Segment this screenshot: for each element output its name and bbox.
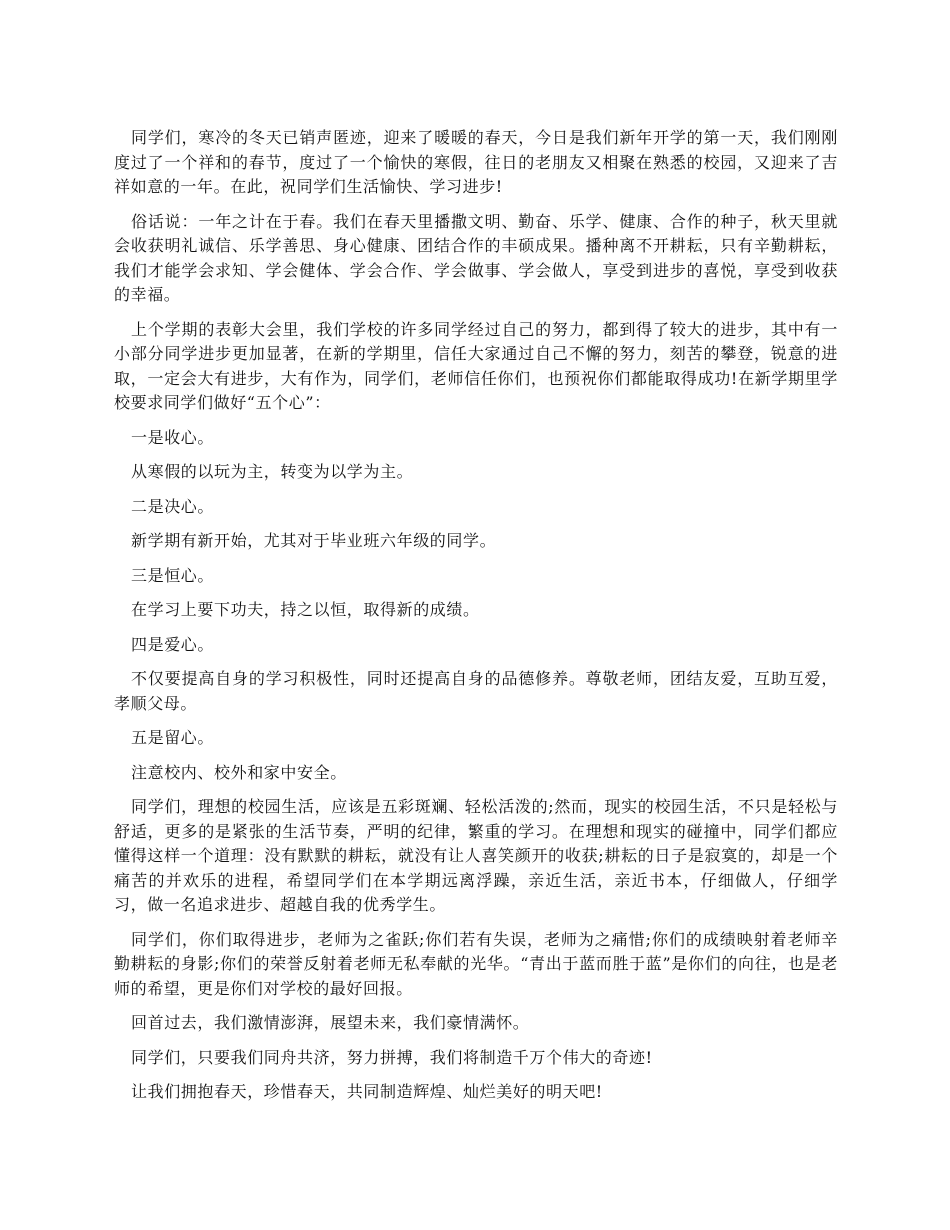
paragraph-greeting: 同学们，寒冷的冬天已销声匿迹，迎来了暖暖的春天，今日是我们新年开学的第一天，我们刚刚度过了一个祥和的春节，度过了一个愉快的寒假，往日的老朋友又相聚在熟悉的校园，又迎来了吉祥如意的一年。在此，祝同学们生活愉快、学习进步! (114, 128, 838, 196)
paragraph-closing: 让我们拥抱春天，珍惜春天，共同制造辉煌、灿烂美好的明天吧! (131, 1082, 603, 1101)
paragraph-teachers: 同学们，你们取得进步，老师为之雀跃;你们若有失误，老师为之痛惜;你们的成绩映射着老师辛勤耕耘的身影;你们的荣誉反射着老师无私奉献的光华。“青出于蓝而胜于蓝”是你们的向往，也是老师的希望，更是你们对学校的最好回报。 (114, 929, 838, 998)
document-body (114, 126, 838, 1115)
paragraph-campus-life: 同学们，理想的校园生活，应该是五彩斑斓、轻松活泼的;然而，现实的校园生活，不只是轻松与舒适，更多的是紧张的生活节奏，严明的纪律，繁重的学习。在理想和现实的碰撞中，同学们都应懂得这样一个道理：没有默默的耕耘，就没有让人喜笑颜开的收获;耕耘的日子是寂寞的，却是一个痛苦的并欢乐的进程，希望同学们在本学期远离浮躁，亲近生活，亲近书本，仔细做人，仔细学习，做一名追求进步、超越自我的优秀学生。 (114, 797, 838, 914)
paragraph-last-semester: 上个学期的表彰大会里，我们学校的许多同学经过自己的努力，都到得了较大的进步，其中有一小部分同学进步更加显著，在新的学期里，信任大家通过自己不懈的努力，刻苦的攀登，锐意的进取，一定会大有进步，大有作为，同学们，老师信任你们，也预祝你们都能取得成功!在新学期里学校要求同学们做好“五个心”： (114, 319, 838, 412)
paragraph-detail-2: 新学期有新开始，尤其对于毕业班六年级的同学。 (131, 531, 497, 550)
paragraph-looking-back: 回首过去，我们激情澎湃，展望未来，我们豪情满怀。 (131, 1013, 530, 1032)
paragraph-together: 同学们，只要我们同舟共济，努力拼搏，我们将制造千万个伟大的奇迹! (131, 1047, 653, 1067)
paragraph-heading-1: 一是收心。 (131, 427, 215, 447)
paragraph-heading-3: 三是恒心。 (131, 565, 215, 585)
paragraph-detail-5: 注意校内、校外和家中安全。 (131, 762, 347, 782)
paragraph-heading-2: 二是决心。 (131, 496, 215, 516)
paragraph-detail-4: 不仅要提高自身的学习积极性，同时还提高自身的品德修养。尊敬老师，团结友爱，互助互爱，孝顺父母。 (114, 669, 838, 713)
paragraph-heading-5: 五是留心。 (131, 728, 215, 747)
paragraph-detail-3: 在学习上要下功夫，持之以恒，取得新的成绩。 (131, 600, 480, 619)
paragraph-spring-proverb: 俗话说：一年之计在于春。我们在春天里播撒文明、勤奋、乐学、健康、合作的种子，秋天里就会收获明礼诚信、乐学善思、身心健康、团结合作的丰硕成果。播种离不开耕耘，只有辛勤耕耘，我们才能学会求知、学会健体、学会合作、学会做事、学会做人，享受到进步的喜悦，享受到收获的幸福。 (114, 211, 838, 304)
paragraph-detail-1: 从寒假的以玩为主，转变为以学为主。 (131, 462, 414, 481)
paragraph-heading-4: 四是爱心。 (131, 634, 215, 654)
